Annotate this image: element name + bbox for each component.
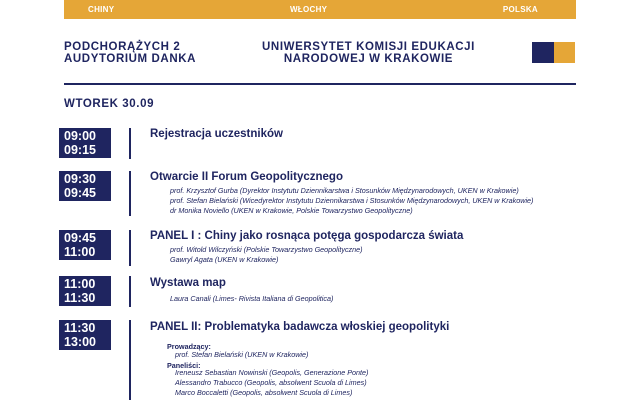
session-divider xyxy=(129,171,131,216)
time-start: 09:30 xyxy=(64,172,96,186)
day-heading: WTOREK 30.09 xyxy=(64,98,155,110)
speaker: Laura Canali (Limes- Rivista Italiana di Geopolitica) xyxy=(170,294,334,303)
session-divider xyxy=(129,230,131,266)
speaker: prof. Stefan Bielański (Wicedyrektor Instytutu Dziennikarstwa i Stosunków Międzynarodowych, UKEN w Krakowie) xyxy=(170,196,534,205)
session-title: PANEL I : Chiny jako rosnąca potęga gospodarcza świata xyxy=(150,230,464,242)
session-divider xyxy=(129,320,131,400)
panelist: Marco Boccaletti (Geopolis, absolwent Scuola di Limes) xyxy=(175,388,353,397)
speaker: dr Monika Noviello (UKEN w Krakowie, Polskie Towarzystwo Geopolityczne) xyxy=(170,206,413,215)
panelist: Ireneusz Sebastian Nowinski (Geopolis, Generazione Ponte) xyxy=(175,368,369,377)
time-box xyxy=(59,171,111,201)
time-end: 11:00 xyxy=(64,245,96,259)
time-box xyxy=(59,320,111,350)
header-divider xyxy=(64,83,576,85)
time-box xyxy=(59,128,111,158)
session-title: PANEL II: Problematyka badawcza włoskiej geopolityki xyxy=(150,321,450,333)
time-start: 09:45 xyxy=(64,231,96,245)
moderator: prof. Stefan Bielański (UKEN w Krakowie) xyxy=(175,350,309,359)
moderators-label: Prowadzący: xyxy=(167,342,211,351)
speaker: Gawryl Agata (UKEN w Krakowie) xyxy=(170,255,279,264)
time-end: 13:00 xyxy=(64,335,96,349)
university-line-1: UNIWERSYTET KOMISJI EDUKACJI xyxy=(262,41,475,53)
time-start: 11:00 xyxy=(64,277,96,291)
university-line-2: NARODOWEJ W KRAKOWIE xyxy=(283,52,454,65)
country-bar xyxy=(64,0,576,19)
panelists-label: Paneliści: xyxy=(167,361,201,370)
session-title: Wystawa map xyxy=(150,277,226,289)
venue-line-1: PODCHORĄŻYCH 2 xyxy=(64,41,181,53)
time-end: 11:30 xyxy=(64,291,96,305)
venue-line-2: AUDYTORIUM DANKA xyxy=(64,52,197,65)
logo-navy-block xyxy=(532,42,554,63)
country-italy: WŁOCHY xyxy=(289,5,328,14)
session-title: Rejestracja uczestników xyxy=(150,128,283,140)
session-title: Otwarcie II Forum Geopolitycznego xyxy=(150,171,343,183)
panelist: Alessandro Trabucco (Geopolis, absolwent Scuola di Limes) xyxy=(175,378,367,387)
venue-location xyxy=(64,42,196,65)
time-end: 09:45 xyxy=(64,186,96,200)
country-china: CHINY xyxy=(88,5,115,14)
university-name xyxy=(241,42,496,65)
speaker: prof. Krzysztof Gurba (Dyrektor Instytutu Dziennikarstwa i Stosunków Międzynarodowych, UKEN w Krakowie) xyxy=(170,186,519,195)
time-box xyxy=(59,276,111,306)
session-divider xyxy=(129,128,131,159)
session-divider xyxy=(129,276,131,307)
logo-orange-block xyxy=(554,42,575,63)
time-start: 11:30 xyxy=(64,321,96,335)
speaker: prof. Witold Wilczyński (Polskie Towarzystwo Geopolityczne) xyxy=(170,245,363,254)
time-box xyxy=(59,230,111,260)
country-poland: POLSKA xyxy=(502,5,538,14)
time-end: 09:15 xyxy=(64,143,96,157)
time-start: 09:00 xyxy=(64,129,96,143)
logo-blocks xyxy=(532,42,575,63)
